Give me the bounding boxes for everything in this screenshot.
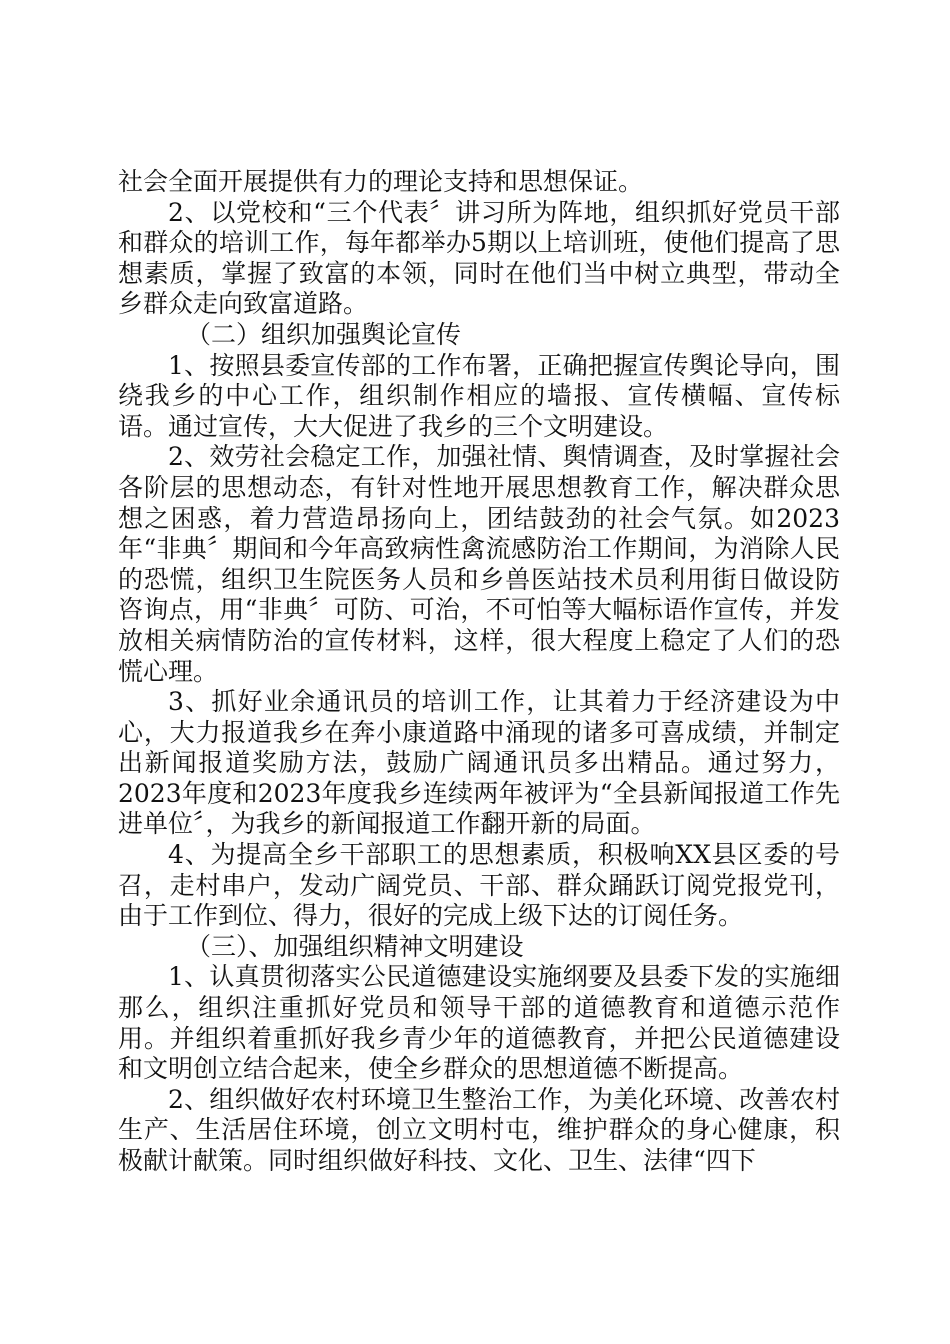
- paragraph-propaganda-layout: 1、按照县委宣传部的工作布署，正确把握宣传舆论导向，围绕我乡的中心工作，组织制作相应的墙报、宣传横幅、宣传标语。通过宣传，大大促进了我乡的三个文明建设。: [118, 350, 840, 441]
- paragraph-subscription: 4、为提高全乡干部职工的思想素质，积极响XX县区委的号召，走村串户，发动广阔党员、干部、群众踊跃订阅党报党刊，由于工作到位、得力，很好的完成上级下达的订阅任务。: [118, 840, 840, 931]
- paragraph-social-stability: 2、效劳社会稳定工作，加强社情、舆情调查，及时掌握社会各阶层的思想动态，有针对性地开展思想教育工作，解决群众思想之困惑，着力营造昂扬向上，团结鼓劲的社会气氛。如2023年“非典〞期间和今年高致病性禽流感防治工作期间，为消除人民的恐慌，组织卫生院医务人员和乡兽医站技术员利用街日做设防咨询点，用“非典〞可防、可治，不可怕等大幅标语作宣传，并发放相关病情防治的宣传材料，这样，很大程度上稳定了人们的恐慌心理。: [118, 442, 840, 686]
- document-body: [118, 167, 840, 1177]
- paragraph-continuation: 社会全面开展提供有力的理论支持和思想保证。: [118, 167, 644, 196]
- paragraph-civic-morality: 1、认真贯彻落实公民道德建设实施纲要及县委下发的实施细那么，组织注重抓好党员和领导干部的道德教育和道德示范作用。并组织着重抓好我乡青少年的道德教育，并把公民道德建设和文明创立结合起来，使全乡群众的思想道德不断提高。: [118, 962, 840, 1084]
- paragraph-correspondent-training: 3、抓好业余通讯员的培训工作，让其着力于经济建设为中心，大力报道我乡在奔小康道路中涌现的诸多可喜成绩，并制定出新闻报道奖励方法，鼓励广阔通讯员多出精品。通过努力，2023年度和2023年度我乡连续两年被评为“全县新闻报道工作先进单位〞，为我乡的新闻报道工作翻开新的局面。: [118, 687, 840, 839]
- section-heading-spiritual-civilization: （三）、加强组织精神文明建设: [186, 931, 524, 961]
- section-heading-public-opinion: （二）组织加强舆论宣传: [186, 319, 462, 349]
- paragraph-environment-sanitation: 2、组织做好农村环境卫生整治工作，为美化环境、改善农村生产、生活居住环境，创立文明村屯，维护群众的身心健康，积极献计献策。同时组织做好科技、文化、卫生、法律“四下: [118, 1084, 840, 1175]
- paragraph-party-school-training: 2、以党校和“三个代表〞讲习所为阵地，组织抓好党员干部和群众的培训工作，每年都举办5期以上培训班，使他们提高了思想素质，掌握了致富的本领，同时在他们当中树立典型，带动全乡群众走向致富道路。: [118, 197, 840, 319]
